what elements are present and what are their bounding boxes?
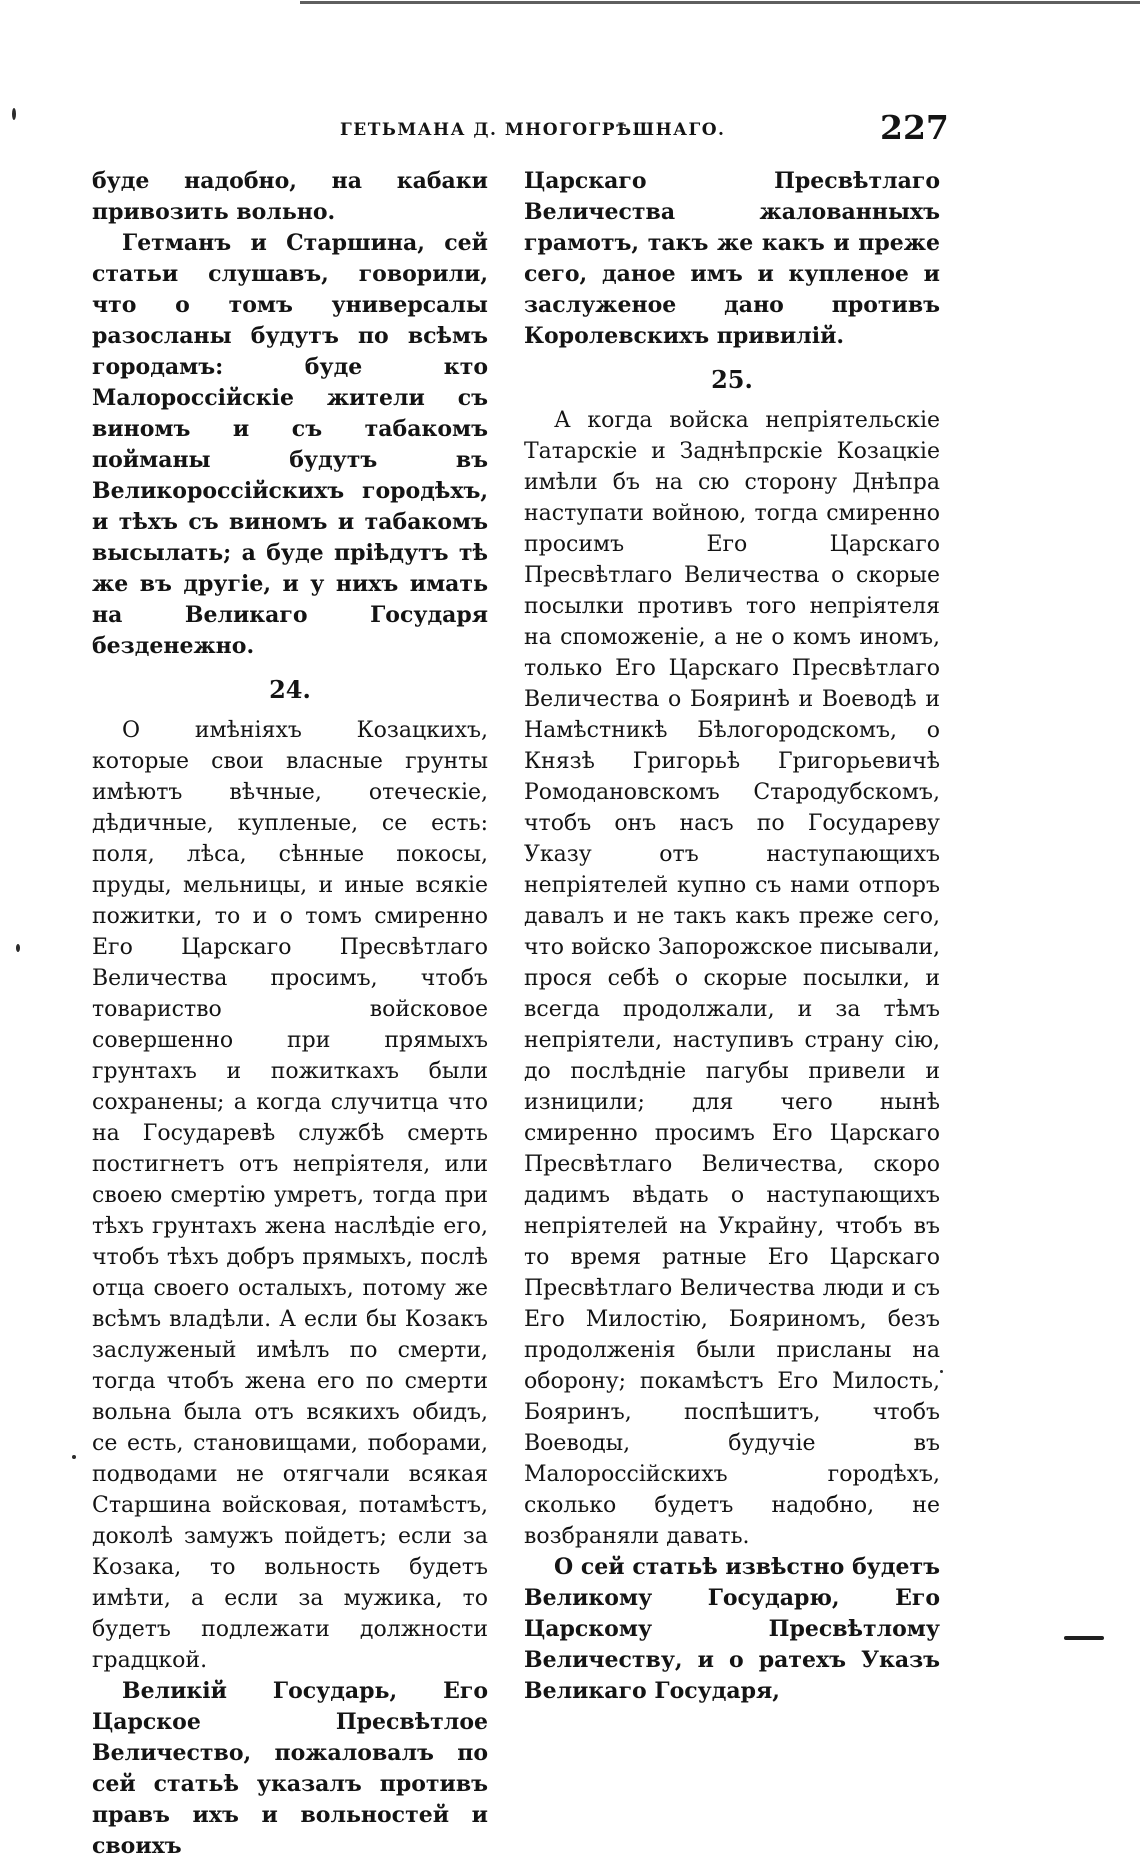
right-paragraph-continuation: Царскаго Пресвѣтлаго Величества жалованныхъ грамотъ, такъ же какъ и преже сего, даное имъ и купленое и заслуженое дано противъ Королевскихъ привилій. <box>524 168 940 349</box>
left-column <box>92 166 488 1862</box>
ink-speck <box>940 1370 943 1373</box>
article-number-25: 25. <box>711 365 753 394</box>
left-paragraph-hetman-reply: Гетманъ и Старшина, сей статьи слушавъ, говорили, что о томъ универсалы разосланы будутъ по всѣмъ городамъ: буде кто Малороссійскіе жители съ виномъ и съ табакомъ пойманы будутъ въ Великороссійскихъ городѣхъ, и тѣхъ съ виномъ и табакомъ высылать; а буде пріѣдутъ тѣ же въ другіе, и у нихъ имать на Великаго Государя безденежно. <box>92 230 488 659</box>
margin-ink-dash <box>1064 1636 1104 1640</box>
ink-speck <box>16 944 20 952</box>
right-column <box>524 166 940 1707</box>
running-head: ГЕТЬМАНА Д. МНОГОГРѢШНАГО. <box>340 120 726 140</box>
ink-speck <box>72 1455 76 1459</box>
ink-speck <box>12 108 16 120</box>
left-paragraph-tsar-resolution: Великій Государь, Его Царское Пресвѣтлое Величество, пожаловалъ по сей статьѣ указалъ противъ правъ ихъ и вольностей и своихъ <box>92 1678 488 1859</box>
article-number-24: 24. <box>269 675 311 704</box>
article-24-text: О имѣніяхъ Козацкихъ, которые свои власные грунты имѣютъ вѣчные, отеческіе, дѣдичные, купленые, се есть: поля, лѣса, сѣнные покосы, пруды, мельницы, и иные всякіе пожитки, то и о томъ смиренно Его Царскаго Пресвѣтлаго Величества просимъ, чтобъ товариство войсковое совершенно при прямыхъ грунтахъ и пожиткахъ были сохранены; а когда случитца что на Государевѣ службѣ смерть постигнетъ отъ непріятеля, или своею смертію умретъ, тогда при тѣхъ грунтахъ жена наслѣдіе его, чтобъ тѣхъ добръ прямыхъ, послѣ отца своего осталыхъ, потому же всѣмъ владѣли. А если бы Козакъ заслуженый имѣлъ по смерти, тогда чтобъ жена его по смерти вольна была отъ всякихъ обидъ, се есть, становищами, поборами, подводами не отягчали всякая Старшина войсковая, потамѣстъ, доколѣ замужъ пойдетъ; если за Козака, то вольность будетъ имѣти, а если за мужика, то будетъ подлежати должности градцкой. <box>92 718 488 1673</box>
left-paragraph-continuation: буде надобно, на кабаки привозить вольно. <box>92 168 488 225</box>
article-25-text: А когда войска непріятельскіе Татарскіе и Заднѣпрскіе Козацкіе имѣли бъ на сю сторону Днѣпра наступати войною, тогда смиренно просимъ Его Царскаго Пресвѣтлаго Величества о скорые посылки противъ того непріятеля на споможеніе, а не о комъ иномъ, только Его Царскаго Пресвѣтлаго Величества о Бояринѣ и Воеводѣ и Намѣстникѣ Бѣлогородскомъ, о Князѣ Григорьѣ Григорьевичѣ Ромодановскомъ Стародубскомъ, чтобъ онъ насъ по Государеву Указу отъ наступающихъ непріятелей купно съ нами отпоръ давалъ и не такъ какъ преже сего, что войско Запорожское писывали, прося себѣ о скорые посылки, и всегда продолжали, и за тѣмъ непріятели, наступивъ страну сію, до послѣдніе пагубы привели и изницили; для чего нынѣ смиренно просимъ Его Царскаго Пресвѣтлаго Величества, скоро дадимъ вѣдать о наступающихъ непріятелей на Украйну, чтобъ въ то время ратные Его Царскаго Пресвѣтлаго Величества люди и съ Его Милостію, Бояриномъ, безъ продолженія были присланы на оборону; покамѣстъ Его Милость, Бояринъ, поспѣшитъ, чтобъ Воеводы, будучіе въ Малороссійскихъ городѣхъ, сколько будетъ надобно, не возбраняли давать. <box>524 408 940 1549</box>
right-paragraph-resolution: О сей статьѣ извѣстно будетъ Великому Государю, Его Царскому Пресвѣтлому Величеству, и о ратехъ Указъ Великаго Государя, <box>524 1554 940 1704</box>
top-border-rule <box>300 0 1140 6</box>
page-number: 227 <box>880 108 949 147</box>
